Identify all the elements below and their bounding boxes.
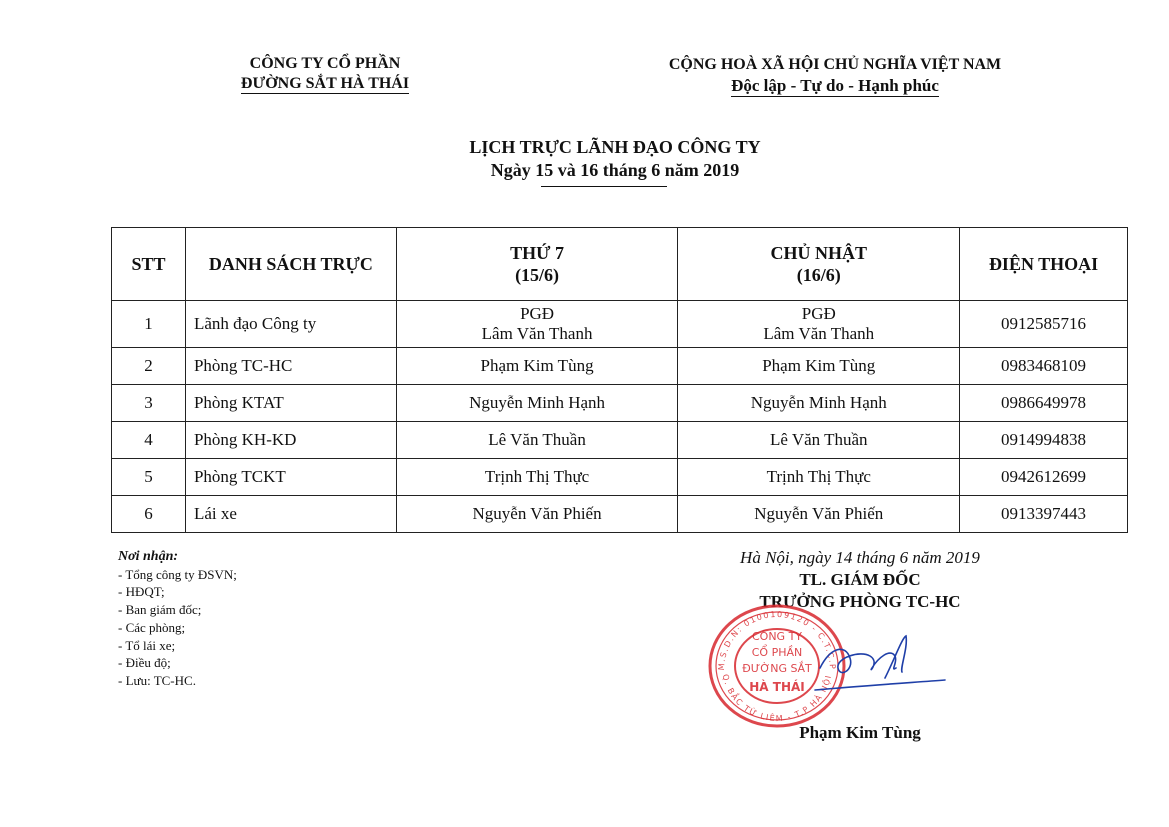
cell-unit: Lái xe [185, 496, 396, 533]
table-row [112, 459, 1128, 496]
svg-text:M.S.D.N: 0100109120 - C.T.C.P: M.S.D.N: 0100109120 - C.T.C.P [716, 609, 838, 671]
header-duty-list: DANH SÁCH TRỰC [185, 228, 396, 301]
cell-unit: Phòng KTAT [185, 385, 396, 422]
cell-saturday: Phạm Kim Tùng [396, 348, 678, 385]
handwritten-signature [810, 628, 950, 698]
table-row [112, 385, 1128, 422]
nation-title: CỘNG HOÀ XÃ HỘI CHỦ NGHĨA VIỆT NAM [668, 56, 1002, 73]
cell-saturday: Lê Văn Thuần [396, 422, 678, 459]
header-saturday-day: THỨ 7 [510, 243, 564, 263]
cell-stt: 5 [112, 459, 186, 496]
cell-saturday-name: Lâm Văn Thanh [481, 324, 593, 343]
svg-text:ĐƯỜNG SẮT: ĐƯỜNG SẮT [742, 662, 812, 675]
cell-sunday [678, 301, 960, 348]
cell-phone: 0912585716 [960, 301, 1128, 348]
nation-motto: Độc lập - Tự do - Hạnh phúc [731, 76, 939, 95]
svg-text:HÀ THÁI: HÀ THÁI [749, 680, 805, 694]
title-underline [541, 186, 667, 187]
national-heading-block [640, 54, 1030, 96]
svg-text:CÔNG TY: CÔNG TY [751, 630, 803, 643]
signing-date: Hà Nội, ngày 14 tháng 6 năm 2019 [740, 548, 980, 567]
cell-unit: Lãnh đạo Công ty [185, 301, 396, 348]
table-row [112, 301, 1128, 348]
document-title: LỊCH TRỰC LÃNH ĐẠO CÔNG TY [469, 137, 761, 157]
cell-stt: 6 [112, 496, 186, 533]
cell-unit: Phòng TC-HC [185, 348, 396, 385]
cell-sunday-name: Lâm Văn Thanh [763, 324, 875, 343]
recipient-item: - Tổng công ty ĐSVN; [118, 566, 237, 582]
signing-position: TRƯỞNG PHÒNG TC-HC [759, 592, 961, 611]
svg-text:CỔ PHẦN: CỔ PHẦN [751, 646, 803, 659]
table-row [112, 348, 1128, 385]
cell-phone: 0942612699 [960, 459, 1128, 496]
cell-stt: 1 [112, 301, 186, 348]
header-phone: ĐIỆN THOẠI [960, 228, 1128, 301]
table-row [112, 496, 1128, 533]
table-header-row [112, 228, 1128, 301]
cell-phone: 0913397443 [960, 496, 1128, 533]
cell-sunday: Phạm Kim Tùng [678, 348, 960, 385]
cell-saturday: Nguyễn Minh Hạnh [396, 385, 678, 422]
cell-stt: 4 [112, 422, 186, 459]
cell-phone: 0986649978 [960, 385, 1128, 422]
cell-saturday: Trịnh Thị Thực [396, 459, 678, 496]
signing-on-behalf: TL. GIÁM ĐỐC [799, 570, 921, 589]
header-sunday-day: CHỦ NHẬT [770, 243, 867, 263]
recipient-item: - Tổ lái xe; [118, 637, 176, 653]
company-line-2: ĐƯỜNG SẮT HÀ THÁI [240, 75, 410, 92]
cell-sunday: Trịnh Thị Thực [678, 459, 960, 496]
header-saturday [396, 228, 678, 301]
svg-text:Q. BẮC TỪ LIÊM - T.P HÀ NỘI: Q. BẮC TỪ LIÊM - T.P HÀ NỘI [720, 673, 834, 724]
cell-sunday: Lê Văn Thuần [678, 422, 960, 459]
recipient-item: - HĐQT; [118, 584, 165, 600]
cell-phone: 0914994838 [960, 422, 1128, 459]
recipient-item: - Các phòng; [118, 619, 186, 635]
cell-stt: 3 [112, 385, 186, 422]
recipient-item: - Ban giám đốc; [118, 602, 202, 618]
signer-name: Phạm Kim Tùng [799, 723, 921, 742]
recipient-item: - Lưu: TC-HC. [118, 672, 196, 688]
recipients-heading: Nơi nhận: [118, 549, 179, 564]
cell-sunday: Nguyễn Văn Phiến [678, 496, 960, 533]
recipient-item: - Điều độ; [118, 655, 171, 671]
cell-unit: Phòng KH-KD [185, 422, 396, 459]
header-sunday-date: (16/6) [796, 265, 841, 285]
cell-saturday: Nguyễn Văn Phiến [396, 496, 678, 533]
duty-schedule-table [111, 227, 1128, 533]
cell-saturday [396, 301, 678, 348]
company-name-block [200, 54, 450, 94]
cell-stt: 2 [112, 348, 186, 385]
cell-phone: 0983468109 [960, 348, 1128, 385]
document-subtitle: Ngày 15 và 16 tháng 6 năm 2019 [490, 160, 740, 180]
company-line-1: CÔNG TY CỔ PHẦN [249, 55, 401, 72]
header-stt: STT [112, 228, 186, 301]
recipients-block [118, 548, 418, 690]
cell-saturday-role: PGĐ [520, 304, 555, 323]
table-row [112, 422, 1128, 459]
header-saturday-date: (15/6) [515, 265, 560, 285]
header-sunday [678, 228, 960, 301]
document-title-block [360, 136, 870, 182]
cell-sunday: Nguyễn Minh Hạnh [678, 385, 960, 422]
cell-sunday-role: PGĐ [801, 304, 836, 323]
cell-unit: Phòng TCKT [185, 459, 396, 496]
